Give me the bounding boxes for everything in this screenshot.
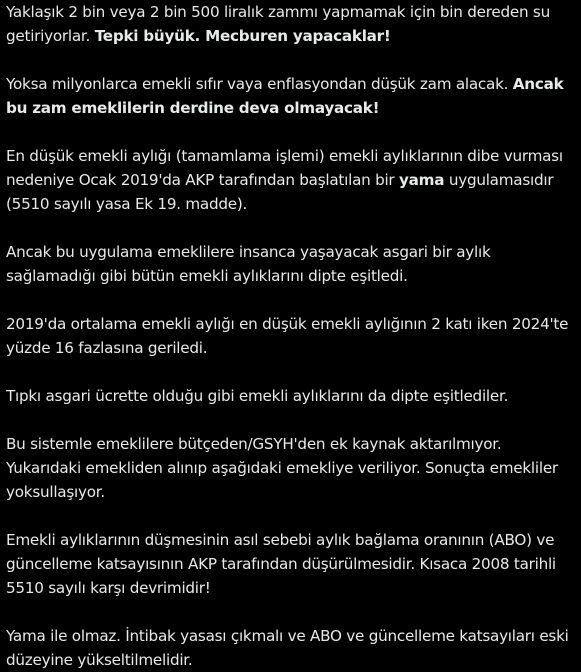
post-paragraph bbox=[6, 432, 577, 504]
paragraph-text: Ancak bu uygulama emeklilere insanca yaşayacak asgari bir aylık sağlamadığı gibi bütün emekli aylıklarını dipte eşitledi. bbox=[6, 243, 491, 285]
paragraph-text: uygulamasıdır (5510 sayılı yasa Ek 19. madde). bbox=[6, 171, 554, 213]
post-paragraph bbox=[6, 624, 577, 672]
post-paragraph bbox=[6, 384, 577, 408]
paragraph-text: Emekli aylıklarının düşmesinin asıl sebebi aylık bağlama oranının (ABO) ve güncelleme katsayısının AKP tarafından düşürülmesidir. Kısaca 2008 tarihli 5510 sayılı karşı devrimidir! bbox=[6, 531, 556, 597]
paragraph-text: Yoksa milyonlarca emekli sıfır vaya enflasyondan düşük zam alacak. bbox=[6, 75, 513, 93]
post-paragraph bbox=[6, 312, 577, 360]
paragraph-text: Yama ile olmaz. İntibak yasası çıkmalı ve ABO ve güncelleme katsayıları eski düzeyine yükseltilmelidir. bbox=[6, 627, 569, 669]
post-paragraph bbox=[6, 240, 577, 288]
paragraph-bold-text: Tepki büyük. Mecburen yapacaklar! bbox=[94, 27, 391, 45]
paragraph-text: 2019'da ortalama emekli aylığı en düşük emekli aylığının 2 katı iken 2024'te yüzde 16 fazlasına geriledi. bbox=[6, 315, 569, 357]
paragraph-text: Bu sistemle emeklilere bütçeden/GSYH'den ek kaynak aktarılmıyor. Yukarıdaki emekliden alınıp aşağıdaki emekliye veriliyor. Sonuçta emekliler yoksullaşıyor. bbox=[6, 435, 558, 501]
post-paragraph bbox=[6, 72, 577, 120]
paragraph-text: Yaklaşık 2 bin veya 2 bin 500 liralık zammı yapmamak için bin dereden su getiriyorlar. bbox=[6, 3, 550, 45]
paragraph-text: En düşük emekli aylığı (tamamlama işlemi) emekli aylıklarının dibe vurması nedeniye Ocak 2019'da AKP tarafından başlatılan bir bbox=[6, 147, 563, 189]
post-paragraph bbox=[6, 144, 577, 216]
post-paragraph bbox=[6, 0, 577, 48]
paragraph-bold-text: Ancak bu zam emeklilerin derdine deva olmayacak! bbox=[6, 75, 564, 117]
post-paragraph bbox=[6, 528, 577, 600]
paragraph-text: Tıpkı asgari ücrette olduğu gibi emekli aylıklarını da dipte eşitlediler. bbox=[6, 387, 509, 405]
paragraph-bold-text: yama bbox=[399, 171, 445, 189]
